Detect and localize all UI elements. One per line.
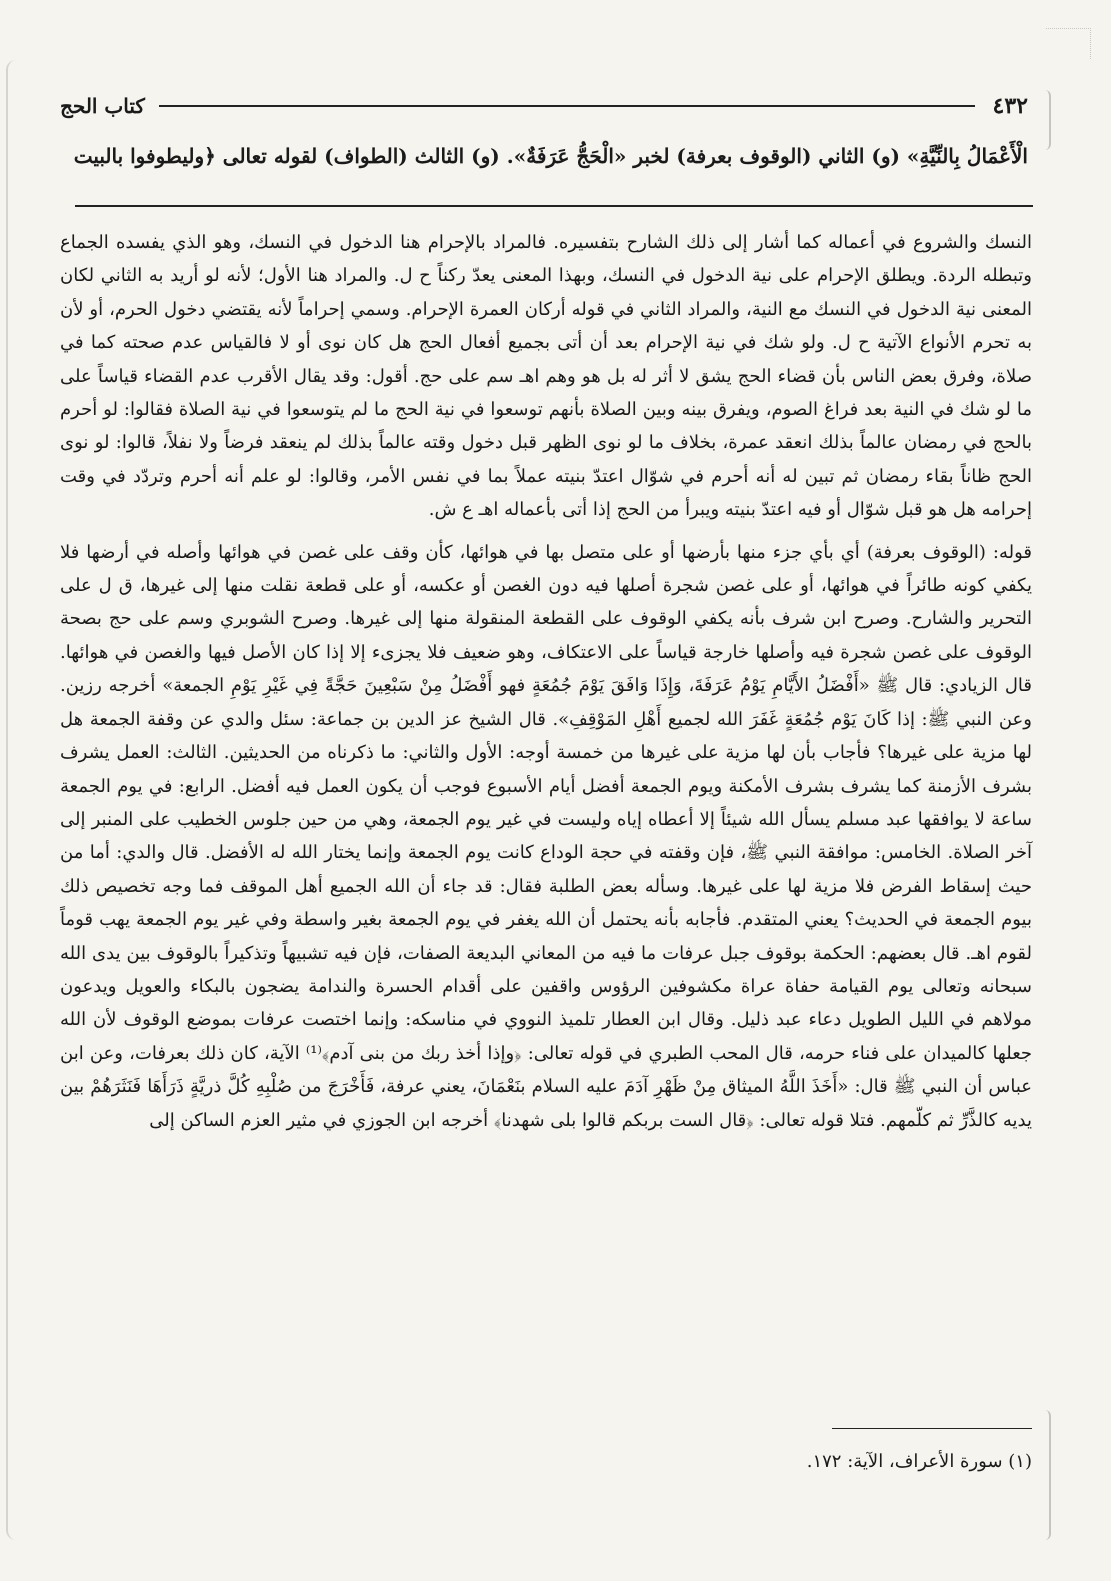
- scan-edge-right-top: [1039, 90, 1051, 150]
- book-title: كتاب الحج: [60, 94, 145, 118]
- footnote-separator: [832, 1428, 1032, 1429]
- page-number: ٤٣٢: [992, 93, 1028, 119]
- commentary-paragraph-1: النسك والشروع في أعماله كما أشار إلى ذلك الشارح بتفسيره. فالمراد بالإحرام هنا الدخول في النسك، وهو الذي يفسده الجماع وتبطله الردة. ويطلق الإحرام على نية الدخول في النسك، وبهذا المعنى يعدّ ركناً ح ل. والمراد هنا الأول؛ لأنه لو أريد به الثاني لكان المعنى نية الدخول في النسك مع النية، والمراد الثاني في قوله أركان العمرة الإحرام. وسمي إحراماً لأنه يقتضي دخول الحرم، أو لأن به تحرم الأنواع الآتية ح ل. ولو شك في نية الإحرام بعد أن أتى بجميع أفعال الحج هل كان نوى أو لا فالقياس عدم صحته كما في صلاة، وفرق بعض الناس بأن قضاء الحج يشق لا أثر له بل هو وهم اهـ سم على حج. أقول: وقد يقال الأقرب عدم القضاء قياساً على ما لو شك في النية بعد فراغ الصوم، ويفرق بينه وبين الصلاة بأنهم توسعوا في نية الحج ما لم يتوسعوا في نية الصلاة فقالوا: لو أحرم بالحج في رمضان عالماً بذلك انعقد عمرة، بخلاف ما لو نوى الظهر قبل دخول وقته عالماً بذلك لم ينعقد فرضاً ولا نفلاً، قالوا: لو نوى الحج ظاناً بقاء رمضان ثم تبين له أنه أحرم في شوّال اعتدّ بنيته عملاً بما في نفس الأمر، وقالوا: لو علم أنه أحرم وتردّد في وقت إحرامه هل هو قبل شوّال أو فيه اعتدّ بنيته ويبرأ من الحج إذا أتى بأعماله اهـ ع ش.: [60, 232, 1033, 521]
- matn-text: الْأَعْمَالُ بِالنِّيَّةِ» (و) الثاني (الوقوف بعرفة) لخبر «الْحَجُّ عَرَفَةٌ». (و) الثالث (الطواف) لقوله تعالى ﴿وليطوفوا بالبيت: [73, 144, 1028, 168]
- matn-separator: [75, 205, 1033, 207]
- footnote: (١) سورة الأعراف، الآية: ١٧٢.: [806, 1451, 1032, 1472]
- commentary: [60, 226, 1032, 1137]
- running-header: [60, 86, 1028, 126]
- scan-edge-left: [6, 60, 30, 1540]
- scan-edge-right-bottom: [1039, 1410, 1051, 1540]
- header-rule: [159, 105, 975, 107]
- commentary-paragraph-2: قوله: (الوقوف بعرفة) أي بأي جزء منها بأرضها أو على متصل بها في هوائها، كأن وقف على غصن في هوائها وأصله في أرضها فلا يكفي كونه طائراً في هوائها، أو على غصن شجرة أصلها فيه دون الغصن أو عكسه، أو على قطعة نقلت منها إلى غيرها، ق ل على التحرير والشارح. وصرح ابن شرف بأنه يكفي الوقوف على القطعة المنقولة منها إلى غيرها. وصرح الشوبري وسم على حج بصحة الوقوف على غصن شجرة فيه وأصلها خارجة قياساً على الاعتكاف، وهو ضعيف فلا يجزىء إلا إذا كان الأصل فيها والغصن في هوائها. قال الزيادي: قال ﷺ «أَفْضَلُ الأَيَّامِ يَوْمُ عَرَفَةَ، وَإِذَا وَافَقَ يَوْمَ جُمُعَةٍ فهو أَفْضَلُ مِنْ سَبْعِينَ حَجَّةً فِي غَيْرِ يَوْمِ الجمعة» أخرجه رزين. وعن النبي ﷺ: إذا كَانَ يَوْم جُمُعَةٍ غَفَرَ الله لجميع أَهْلِ المَوْقِفِ». قال الشيخ عز الدين بن جماعة: سئل والدي عن وقفة الجمعة هل لها مزية على غيرها؟ فأجاب بأن لها مزية على غيرها من خمسة أوجه: الأول والثاني: ما ذكرناه من الحديثين. الثالث: العمل يشرف بشرف الأزمنة كما يشرف بشرف الأمكنة ويوم الجمعة أفضل أيام الأسبوع فوجب أن يكون العمل فيه أفضل. الرابع: في يوم الجمعة ساعة لا يوافقها عبد مسلم يسأل الله شيئاً إلا أعطاه إياه وليست في غير يوم الجمعة، وهي من حين جلوس الخطيب على المنبر إلى آخر الصلاة. الخامس: موافقة النبي ﷺ، فإن وقفته في حجة الوداع كانت يوم الجمعة وإنما يختار الله له الأفضل. قال والدي: أما من حيث إسقاط الفرض فلا مزية لها على غيرها. وسأله بعض الطلبة فقال: قد جاء أن الله الجميع أهل الموقف فما وجه تخصيص ذلك بيوم الجمعة في الحديث؟ يعني المتقدم. فأجابه بأنه يحتمل أن الله يغفر في يوم الجمعة بغير واسطة وفي غير يوم الجمعة يهب قوماً لقوم اهـ. قال بعضهم: الحكمة بوقوف جبل عرفات ما فيه من المعاني البديعة الصفات، فإن فيه تشبيهاً وتذكيراً بالوقوف بين يدى الله سبحانه وتعالى يوم القيامة حفاة عراة مكشوفين الرؤوس واقفين على أقدام الحسرة والندامة يضجون بالبكاء والعويل ويدعون مولاهم في الليل الطويل دعاء عبد ذليل. وقال ابن العطار تلميذ النووي في مناسكه: وإنما اختصت عرفات بموضع الوقوف لأن الله جعلها كالميدان على فناء حرمه، قال المحب الطبري في قوله تعالى: ﴿وإذا أخذ ربك من بنى آدم﴾⁽¹⁾ الآية، كان ذلك بعرفات، وعن ابن عباس أن النبي ﷺ قال: «أَخَذَ اللَّهُ الميثاق مِنْ ظَهْرِ آدَمَ عليه السلام بنَعْمَانَ، يعني عرفة، فَأَخْرَجَ من صُلْبِهِ كُلَّ ذريَّةٍ ذَرَأَهَا فَنَثَرَهُمْ بين يديه كالذَّرِّ ثم كلّمهم. فتلا قوله تعالى: ﴿قال الست بربكم قالوا بلى شهدنا﴾ أخرجه ابن الجوزي في مثير العزم الساكن إلى: [60, 541, 1032, 1131]
- scan-smudge: [1046, 28, 1091, 59]
